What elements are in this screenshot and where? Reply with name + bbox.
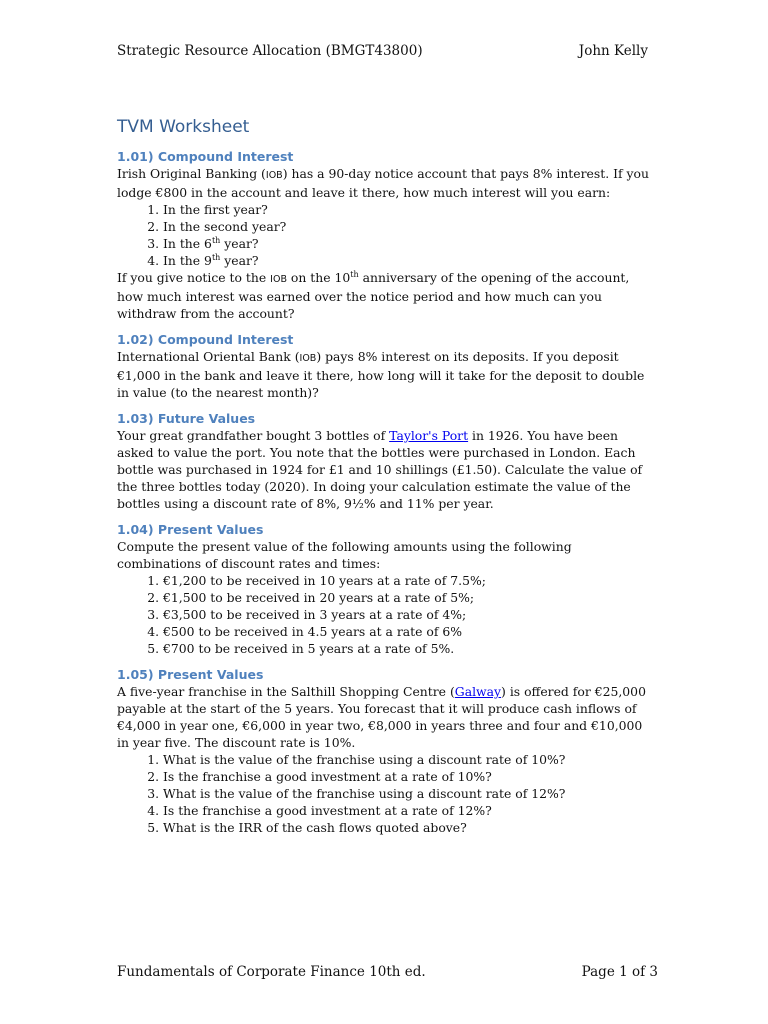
text-run: Your great grandfather bought 3 bottles of — [117, 428, 390, 443]
list-item: 3. €3,500 to be received in 3 years at a rate of 4%; — [163, 606, 657, 623]
list-item — [163, 201, 657, 218]
list-item: 1. What is the value of the franchise using a discount rate of 10%? — [163, 751, 657, 768]
superscript: th — [211, 252, 221, 262]
list-item — [163, 252, 657, 269]
list-item: 2. Is the franchise a good investment at a rate of 10%? — [163, 768, 657, 785]
list-item: 2. €1,500 to be received in 20 years at a rate of 5%; — [163, 589, 657, 606]
header-author: John Kelly — [578, 43, 648, 59]
section-title: 1.03) Future Values — [117, 411, 256, 426]
list-item: 1. €1,200 to be received in 10 years at a rate of 7.5%; — [163, 572, 657, 589]
list-item: 5. €700 to be received in 5 years at a rate of 5%. — [163, 640, 657, 657]
question-list — [117, 751, 657, 836]
list-item: 4. €500 to be received in 4.5 years at a rate of 6% — [163, 623, 657, 640]
page-header — [117, 43, 648, 59]
section-1-05 — [117, 666, 657, 836]
list-item-text: year? — [220, 253, 259, 268]
abbr-iob: IOB — [299, 353, 317, 364]
section-title: 1.01) Compound Interest — [117, 149, 294, 164]
section-text — [117, 348, 657, 401]
list-item-text: In the first year? — [163, 202, 268, 217]
section-text: Compute the present value of the following amounts using the following combinations of discount rates and times: — [117, 539, 572, 571]
list-item-text: In the second year? — [163, 219, 287, 234]
text-run: on the 10 — [286, 270, 351, 285]
section-text — [117, 427, 657, 512]
page-title: TVM Worksheet — [117, 117, 250, 137]
galway-link[interactable]: Galway — [454, 684, 502, 699]
section-text — [117, 269, 657, 322]
list-item: 5. What is the IRR of the cash flows quoted above? — [163, 819, 657, 836]
list-item-text: In the 9 — [163, 253, 212, 268]
text-run: ) is offered for €25,000 payable at the start of the 5 years. You forecast that it will produce cash inflows of €4,000 in year one, €6,000 in year two, €8,000 in years three and four and €10,000 in year five. The discount rate is 10%. — [117, 684, 646, 750]
superscript: th — [350, 269, 359, 279]
section-1-04 — [117, 521, 657, 657]
list-item: 4. Is the franchise a good investment at a rate of 12%? — [163, 802, 657, 819]
header-course: Strategic Resource Allocation (BMGT43800) — [117, 43, 423, 59]
section-title: 1.04) Present Values — [117, 522, 264, 537]
text-run: anniversary of the opening of the account, how much interest was earned over the notice period and how much can you withdraw from the account? — [117, 270, 630, 321]
list-item-text: year? — [220, 236, 259, 251]
document-body — [117, 117, 657, 845]
text-run: ) pays 8% interest on its deposits. If you deposit €1,000 in the bank and leave it there, how long will it take for the deposit to double in value (to the nearest month)? — [117, 349, 645, 400]
superscript: th — [211, 235, 221, 245]
list-item — [163, 218, 657, 235]
page-number: Page 1 of 3 — [581, 964, 658, 980]
section-1-03 — [117, 410, 657, 512]
footer-book: Fundamentals of Corporate Finance 10th ed. — [117, 964, 426, 980]
section-1-01 — [117, 148, 657, 322]
list-item-text: In the 6 — [163, 236, 212, 251]
section-1-02 — [117, 331, 657, 401]
text-run: A five-year franchise in the Salthill Shopping Centre ( — [117, 684, 455, 699]
section-text — [117, 165, 657, 201]
text-run: If you give notice to the — [117, 270, 271, 285]
list-item: 3. What is the value of the franchise using a discount rate of 12%? — [163, 785, 657, 802]
text-run: ) has a 90-day notice account that pays 8% interest. If you lodge €800 in the account and leave it there, how much interest will you earn: — [117, 166, 649, 200]
section-title: 1.02) Compound Interest — [117, 332, 294, 347]
abbr-iob: IOB — [270, 274, 287, 285]
section-title: 1.05) Present Values — [117, 667, 264, 682]
abbr-iob: IOB — [265, 170, 283, 181]
taylors-port-link[interactable]: Taylor's Port — [389, 428, 469, 443]
text-run: in 1926. You have been asked to value the port. You note that the bottles were purchased in London. Each bottle was purchased in 1924 for £1 and 10 shillings (£1.50). Calculate the value of the three bottles today (2020). In doing your calculation estimate the value of the bottles using a discount rate of 8%, 9½% and 11% per year. — [117, 428, 643, 511]
text-run: International Oriental Bank ( — [117, 349, 300, 364]
text-run: Irish Original Banking ( — [117, 166, 266, 181]
question-list — [117, 572, 657, 657]
list-item — [163, 235, 657, 252]
question-list — [117, 201, 657, 269]
section-text — [117, 683, 657, 751]
page-footer — [117, 964, 658, 980]
